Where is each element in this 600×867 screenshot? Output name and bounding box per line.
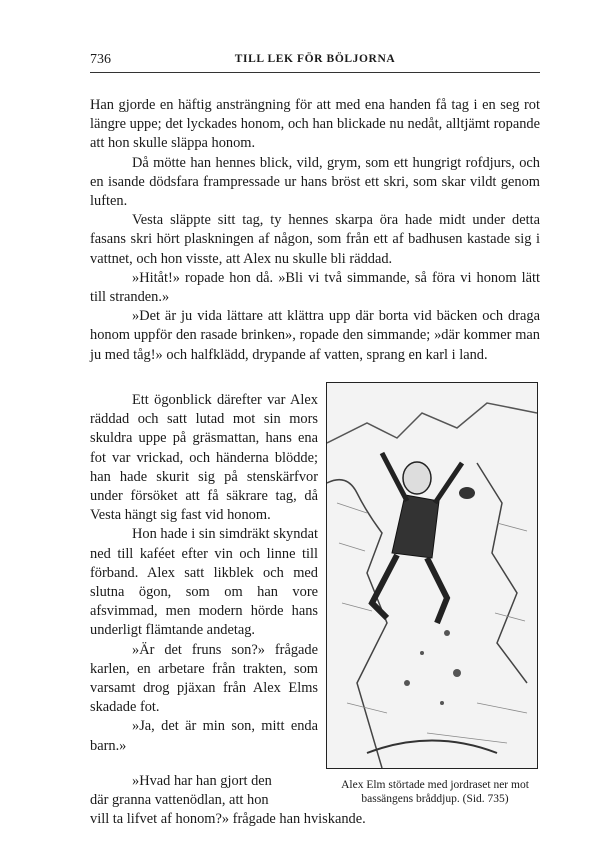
paragraph: »Ja, det är min son, mitt enda barn.» (90, 718, 318, 754)
paragraph: »Är det fruns son?» frågade karlen, en arbetare från trakten, som varsamt drog pjäxan från Alex Elms skadade fot. (90, 641, 318, 716)
running-title: TILL LEK FÖR BÖLJORNA (234, 53, 396, 65)
paragraph: »Det är ju vida lättare att klättra upp där borta vid bäcken och draga honom uppför den rasade brinken», ropade den simmande; »där kommer man ju med tåg!» och halfklädd, drypande af vatten, sprang en karl i land. (90, 308, 540, 363)
caption-line: bassängens bråddjup. (Sid. 735) (361, 793, 509, 805)
paragraph: Han gjorde en häftig ansträngning för att med ena handen få tag i en seg rot längre uppe; det lyckades honom, och han blickade nu nedåt, alltjämt ropande att hon skulle släppa honom. (90, 97, 540, 152)
paragraph: »Hitåt!» ropade hon då. »Bli vi två simmande, så föra vi honom lätt till stranden.» (90, 269, 540, 306)
text-line: vill ta lifvet af honom?» frågade han hviskande. (90, 811, 366, 828)
falling-man-illustration (327, 383, 537, 768)
header-rule (90, 72, 540, 73)
paragraph: Ett ögonblick därefter var Alex räddad och satt lutad mot sin mors skuldra uppe på gräsmattan, hans ena fot var vrickad, och händerna blödde; han hade skurit sig på stenskärfvor under försöket att få säkrare tag, då Vesta hängt sig fast vid honom. (90, 392, 318, 524)
text-line: där granna vattenödlan, att hon (90, 792, 269, 809)
illustration (326, 382, 538, 769)
text-line: »Hvad har han gjort den (132, 773, 272, 789)
page-number: 736 (90, 52, 111, 67)
paragraph: Då mötte han hennes blick, vild, grym, som ett hungrigt rofdjurs, och en isande dödsfara frampressade ur hans bröst ett skri, som skar vildt genom luften. (90, 154, 540, 210)
figure-caption (320, 778, 550, 806)
paragraph: Vesta släppte sitt tag, ty hennes skarpa öra hade midt under detta fasans skri hört plaskningen af någon, som från ett af badhusen kastade sig i vattnet, och hon visste, att Alex nu skulle bli räddad. (90, 212, 540, 267)
paragraph: Hon hade i sin simdräkt skyndat ned till kaféet efter vin och linne till förband. Alex satt likblek och med slutna ögon, som om han vore afsvimmad, men modern hörde hans underligt flämtande andetag. (90, 526, 318, 639)
caption-line: Alex Elm störtade med jordraset ner mot (341, 779, 529, 791)
body-text-top (90, 96, 540, 365)
page-header (90, 52, 540, 72)
body-text-column (90, 391, 318, 756)
